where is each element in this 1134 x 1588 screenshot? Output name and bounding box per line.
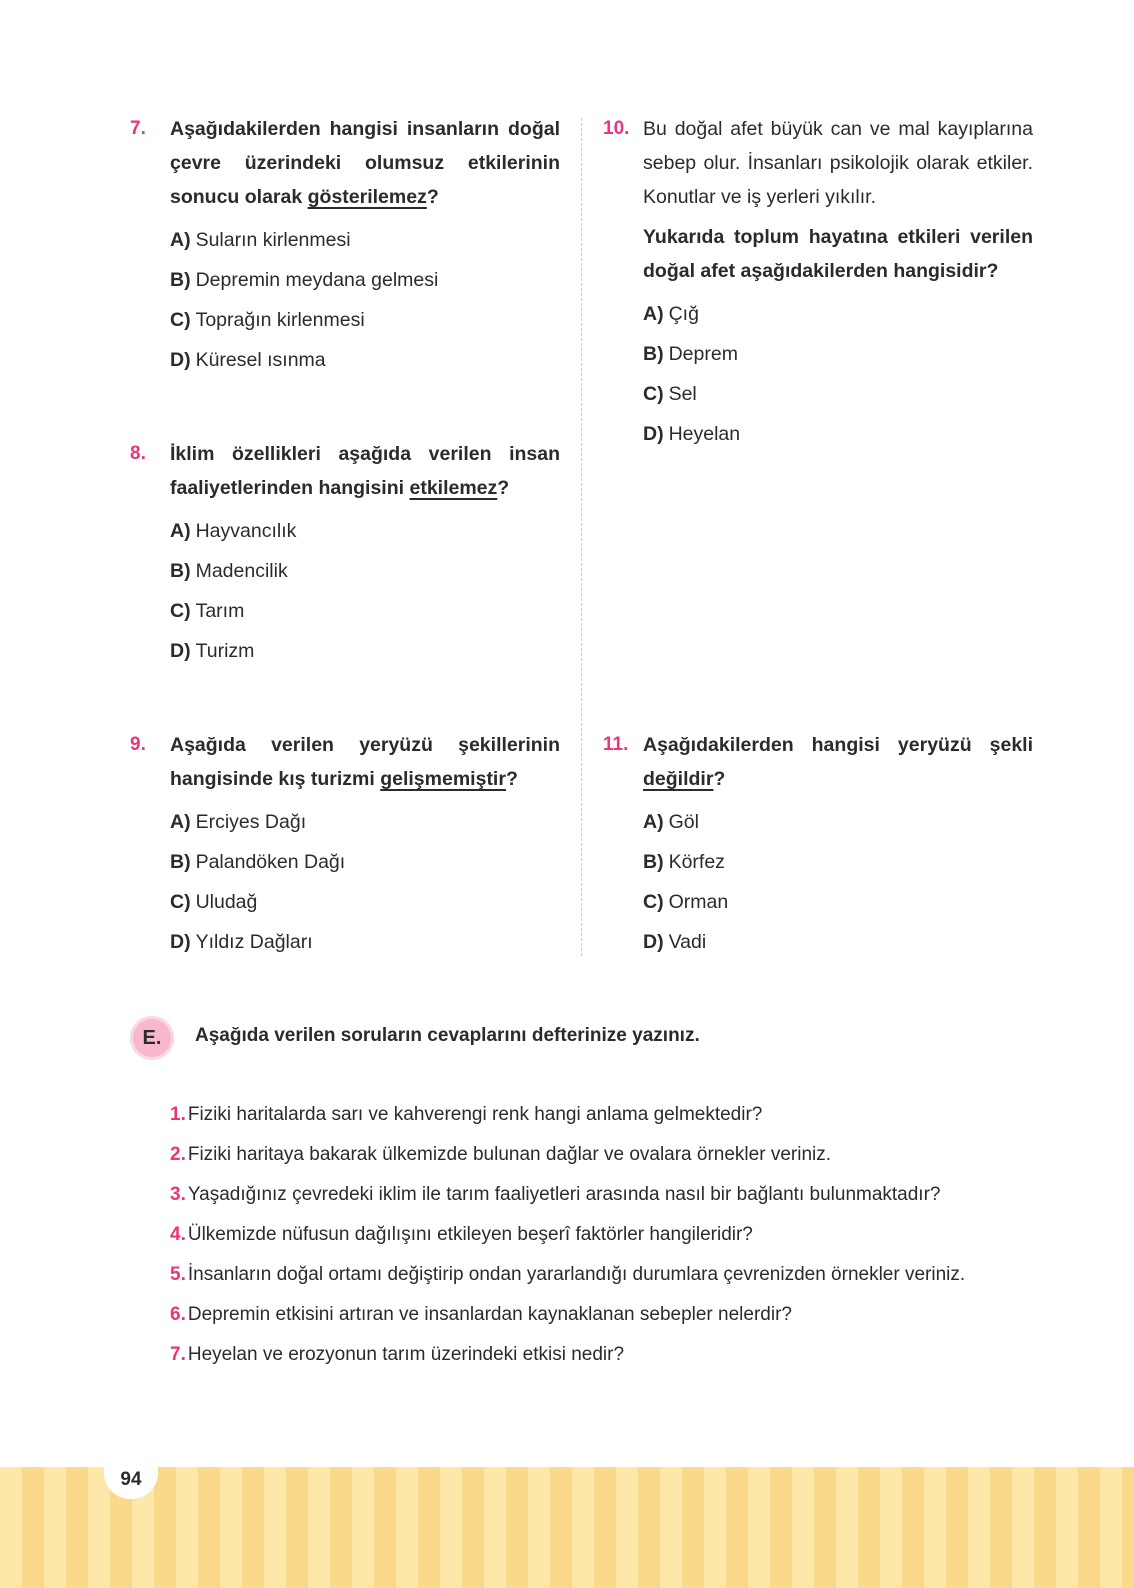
option-b[interactable]: B) Deprem bbox=[643, 343, 738, 365]
option-a[interactable]: A) Suların kirlenmesi bbox=[170, 229, 351, 251]
question-text: İklim özellikleri aşağıda verilen insan faaliyetlerinden hangisini etkilemez? bbox=[170, 443, 560, 499]
underlined-keyword: değildir bbox=[643, 768, 714, 790]
option-a[interactable]: A) Göl bbox=[643, 811, 699, 833]
option-c[interactable]: C) Orman bbox=[643, 891, 729, 913]
option-c[interactable]: C) Sel bbox=[643, 383, 697, 405]
question-8 bbox=[130, 437, 560, 671]
option-a[interactable]: A) Çığ bbox=[643, 303, 699, 325]
option-b[interactable]: B) Depremin meydana gelmesi bbox=[170, 269, 439, 291]
option-d[interactable]: D) Turizm bbox=[170, 640, 255, 662]
open-question: 4. Ülkemizde nüfusun dağılışını etkileyen beşerî faktörler hangileridir? bbox=[170, 1224, 753, 1245]
question-9 bbox=[130, 728, 560, 962]
question-text: Aşağıda verilen yeryüzü şekillerinin hangisinde kış turizmi gelişmemiştir? bbox=[170, 734, 560, 790]
option-b[interactable]: B) Palandöken Dağı bbox=[170, 851, 346, 873]
question-7 bbox=[130, 112, 560, 380]
option-c[interactable]: C) Toprağın kirlenmesi bbox=[170, 309, 365, 331]
option-d[interactable]: D) Heyelan bbox=[643, 423, 741, 445]
option-a[interactable]: A) Erciyes Dağı bbox=[170, 811, 307, 833]
underlined-keyword: etkilemez bbox=[409, 477, 498, 499]
open-question: 3. Yaşadığınız çevredeki iklim ile tarım faaliyetleri arasında nasıl bir bağlantı bulunmaktadır? bbox=[170, 1184, 941, 1205]
option-b[interactable]: B) Körfez bbox=[643, 851, 725, 873]
option-list bbox=[603, 294, 1033, 454]
option-c[interactable]: C) Tarım bbox=[170, 600, 245, 622]
column-divider bbox=[581, 118, 582, 956]
underlined-keyword: gösterilemez bbox=[307, 186, 427, 208]
question-number: 7. bbox=[130, 118, 146, 139]
option-list bbox=[130, 511, 560, 671]
option-d[interactable]: D) Küresel ısınma bbox=[170, 349, 326, 371]
section-e-badge: E. bbox=[130, 1016, 174, 1060]
open-question: 1. Fiziki haritalarda sarı ve kahverengi renk hangi anlama gelmektedir? bbox=[170, 1104, 763, 1125]
underlined-keyword: gelişmemiştir bbox=[380, 768, 506, 790]
open-question: 5. İnsanların doğal ortamı değiştirip ondan yararlandığı durumlara çevrenizden örnekler veriniz. bbox=[170, 1264, 966, 1285]
option-list bbox=[130, 802, 560, 962]
option-b[interactable]: B) Madencilik bbox=[170, 560, 288, 582]
question-text: Aşağıdakilerden hangisi insanların doğal çevre üzerindeki olumsuz etkilerinin sonucu olarak gösterilemez? bbox=[170, 118, 560, 208]
question-intro: Bu doğal afet büyük can ve mal kayıplarına sebep olur. İnsanları psikolojik olarak etkiler. Konutlar ve iş yerleri yıkılır. bbox=[643, 118, 1033, 208]
option-d[interactable]: D) Vadi bbox=[643, 931, 707, 953]
option-list bbox=[130, 220, 560, 380]
page-number: 94 bbox=[104, 1461, 158, 1499]
question-text: Aşağıdakilerden hangisi yeryüzü şekli değildir? bbox=[643, 734, 1033, 790]
question-number: 11. bbox=[603, 734, 629, 755]
option-d[interactable]: D) Yıldız Dağları bbox=[170, 931, 313, 953]
question-text: Yukarıda toplum hayatına etkileri verilen doğal afet aşağıdakilerden hangisidir? bbox=[643, 226, 1033, 282]
open-question: 7. Heyelan ve erozyonun tarım üzerindeki etkisi nedir? bbox=[170, 1344, 625, 1365]
question-number: 9. bbox=[130, 734, 146, 755]
question-10 bbox=[603, 112, 1033, 454]
question-number: 10. bbox=[603, 118, 630, 139]
option-a[interactable]: A) Hayvancılık bbox=[170, 520, 297, 542]
question-11 bbox=[603, 728, 1033, 962]
open-question-list bbox=[130, 1096, 1030, 1376]
open-question: 6. Depremin etkisini artıran ve insanlardan kaynaklanan sebepler nelerdir? bbox=[170, 1304, 792, 1325]
question-number: 8. bbox=[130, 443, 146, 464]
footer-stripe-band bbox=[0, 1467, 1134, 1588]
option-list bbox=[603, 802, 1033, 962]
section-e-title: Aşağıda verilen soruların cevaplarını defterinize yazınız. bbox=[195, 1025, 700, 1046]
open-question: 2. Fiziki haritaya bakarak ülkemizde bulunan dağlar ve ovalara örnekler veriniz. bbox=[170, 1144, 832, 1165]
option-c[interactable]: C) Uludağ bbox=[170, 891, 258, 913]
